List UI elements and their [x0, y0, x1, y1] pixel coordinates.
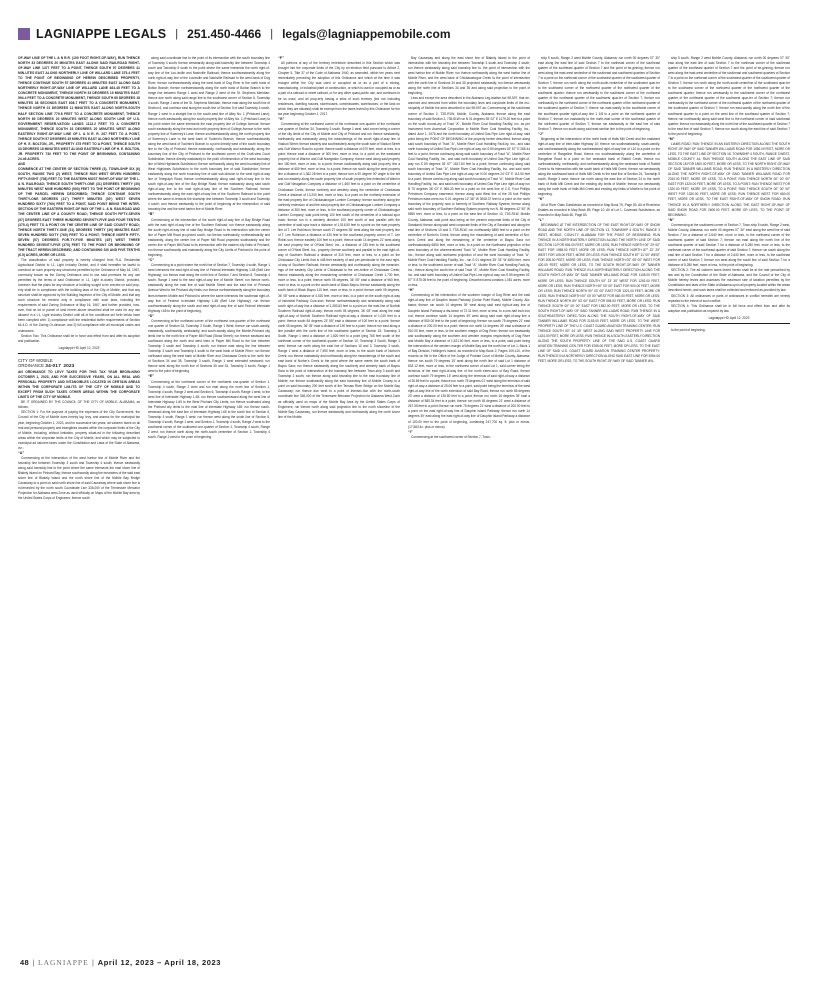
legal-description-paragraph: SECTION 4: This Ordinance shall be in full force and effect from and after its adoption and publication as required by law.: [668, 303, 790, 313]
legal-description-paragraph: The classification of said property is hereby changed from R-A, Residential Agricultural District to I-1, Light Industry District, and it shall hereafter be lawful to construct on such property any structures permitted by the Ordinance of May 16, 1967, commonly known as the Zoning Ordinance and to use said premises for any use permitted by the terms of said Ordinance in I-1, Light In-dustry District, provided, however, that the plans for any structure or building sought to be erected on said prop-erty shall be in compliance with the building laws of the City of Mobile, and that any structure shall be approved by the Building Inspector of the City of Mobile, and that any such structure be erected only in compliance with such laws, including the requirements of said Zoning Ordinance of May 16, 1967, and further provided, how-ever, that no lot or parcel of land herein above described shall be used for any use allowed in a I-1, Light Industry District until all of the conditions set forth below have been complied with: 1) compliance with the residential buffer requirements of Section 64-4.D. of the Zoning Or-dinance; and 2) full compliance with all municipal codes and ordinances.: [18, 257, 140, 333]
notice-city-line: CITY OF MOBILE: [18, 357, 53, 363]
legal-description-paragraph: Section Two: This Ordinance shall be in force and effect from and after its adoption and publication.: [18, 333, 140, 343]
page-footer: [20, 957, 221, 968]
masthead-separator-1: |: [175, 28, 179, 40]
legal-notice-columns: [18, 56, 802, 956]
legal-description-paragraph: Commencing at the intersection of the west harbor line of Mobile River and the township line between Township 3 south and Township 4 south; thence eastwardly along said township line to the point where the same intersects the east shore line of Blakely Island on Pinhard Bay; thence southwardly along the meanders of the said east shore line of Blakely Island and the north shore line of the Mobile Bay Bridge Causeway to a point on said north shore line of said Causeway where said shore line is in-tersected by the north south Coordinate Line 336,000 of the Tennessee Mercator Projection for Alabama west Zone as used officially on Maps of the Mobile Bay area by the United States Corps of Engineers; thence south: [18, 456, 140, 501]
legal-description-paragraph: BE IT ORDAINED BY THE COUNCIL OF THE CITY OF MOBILE, ALABAMA, as follows;: [18, 400, 140, 410]
section-letter-heading: “C”: [148, 258, 155, 263]
section-letter-heading: “N”: [668, 217, 675, 222]
ordinance-label: ORDINANCE: [18, 363, 46, 369]
section-letter-heading: “L”: [538, 217, 544, 222]
legal-description-paragraph: SECTION 1: For the purpose of paying the expenses of the City Government, the Council of the City of Mobile does hereby lay, levy, and assess for the municipal tax year, beginning October 1, 2023, and for successive tax years, ad valorem taxes on all real and personal property and intangibles located within the corporate limits of the City of Mobile, including, without limitation, property situat-ed in the following described areas within the corporate limits of the City of Mobile, and which may be subjected to municipal ad valorem taxes under the Constitution and Laws of the State of Alabama, viz.:: [18, 410, 140, 450]
legal-description-paragraph: Commencing at a point where the north line of Section 7, Township 4 south, Range 1 west intersects the east right-of-way line of Federal Interstate Highway 1-65 (Belt Line Highway); run thence east along the north line of Section 7 and Section 8, Township 4 south, Range 1 west to the east right-of-way line of Mobile Street; run thence north-eastwardly along the east line of said Mobile Street and the east line of Prichard Avenue West to the Prichard city limits; run thence northwestwardly along the boundary lines between Mobile and Prichard to where the same intersects the southeast right-of-way line of Federal In-terstate Highway 1-65 (Belt Line Highway); run thence southwestwardly along the south and east right-of-way line of said Federal Interstate Highway I-65 to the point of beginning.: [148, 263, 270, 313]
notice-divider-rule: [668, 323, 790, 324]
section-letter-heading: “M”: [668, 136, 675, 141]
column-2: [148, 56, 270, 956]
section-letter-heading: “G”: [278, 116, 285, 121]
legal-description-paragraph: to the point of beginning.: [671, 327, 706, 332]
section-letter-heading: “I”: [408, 429, 413, 434]
legal-description-paragraph: Commencing at the southwest corner of Section 7, Town-ship 5 south, Range 2 west, Mobile County, Alabama; run north 00 degrees 07' 30" east along the west line of said Section 7 for a distance of 2,640 feet, more or less, to the northwest corner of the southwest quarter of said Section 7; thence run east along the north line of the southwest quarter of said Section 7 for a distance of 5,280 feet, more or less, to the northeast corner of the southeast quarter of said Section 7; thence run south along the east line of said Section 7 for a distance of 2,640 feet, more or less, to the southeast corner of said Section 7; thence run west along the south line of said Section 7 for a distance of 5,280 feet, more or less, to the point of beginning.: [668, 222, 790, 268]
footer-separator-2: |: [92, 958, 95, 967]
section-letter-heading: “J”: [538, 131, 544, 136]
legal-description-paragraph: BEGINNING AT THE INTERSECTION OF THE EAST RIGHT-OF-WAY OF SNOW ROAD AND THE NORTH LINE OF SECTION 13, TOWNSHIP 4 SOUTH, RANGE 3 WEST, MOBILE, COUN-TY, ALABAMA FOR THE POINT OF BEGINNING; RUN THENCE IN A NORTHEASTERLY DIRECTION ALONG THE NORTH LINE OF SAID SECTION 13 FOR 694.00 FEET, MORE OR LESS; RUN THENCE NORTH 00° 29' 00" EAST FOR 1958.00 FEET, MORE OR LESS; RUN THENCE NORTH 87° 22' 29" WEST FOR 105.00 FEET, MORE OR LESS; RUN THENCE SOUTH 87° 11' 00" WEST FOR 208.00 FEET, MORE OR LESS; RUN THENCE NORTH 00° 08' 00" WEST FOR 420.00 FEET, MORE OR LESS, TO THE SOUTH RIGHT-OF-WAY OF TANNER WILLIAMS ROAD; RUN THENCE IN A NORTHEASTERLY DIRECTION ALONG THE SOUTH RIGHT-OF-WAY OF SAID TANNER WILLIAMS ROAD FOR 1108.00 FEET, MORE OR LESS; RUN THENCE SOUTH 00° 23' 30" WEST FOR 1292.00 FEET, MORE OR LESS; RUN THENCE NORTH 90° 00' 00" EAST FOR 900.00 FEET, MORE OR LESS; RUN THENCE NORTH 90° 00' 00" EAST FOR 1321.00 FEET, MORE OR LESS; RUN THENCE NORTH 00° 00' 00" WEST FOR 660.00 FEET, MORE OR LESS; RUN THENCE NORTH 89° 53' 00" EAST FOR 598.00 FEET, MORE OR LESS; RUN THENCE SOUTH 00° 00' 00" EAST FOR 1552.00 FEET, MORE OR LESS, TO THE SOUTH RIGHT-OF-WAY OF SAID TANNER WIL-LIAMS ROAD; RUN THENCE IN A SOUTHEASTERLY DIREC-TION ALONG THE SOUTH RIGHT-OF-WAY OF SAID TANNER WILLIAMS ROAD FOR 2153.00 FEET, MORE OR LESS, TO THE WEST PROPERTY LINE OF THE U.S. COAST GUARD AVIATION TRAINING CENTER; RUN THENCE SOUTH 00° 24' 30" WEST ALONG SAID WEST PROPERTY LINE FOR 1424.00 FEET, MORE OR LESS; RUN THENCE IN A SOUTH-EASTERLY DIRECTION ALONG THE SOUTH PROPERTY LINE OF THE SAID U.S. COAST GUARD AVIATION TRAINING CEN-TER FOR 6765.00 FEET, MORE OR LESS, TO THE EAST LINE OF SAID U.S. COAST GUARD AVIATION TRAINING CENTER PROPERTY; RUN THENCE IN A NORTHERLY DIRECTION ALONG SAID EAST LINE FOR 3954.00 FEET, MORE OR LESS, TO THE SOUTH RIGHT-OF-WAY OF SAID TANNER WIL-: [538, 223, 660, 364]
legal-description-paragraph: All of River Oaks Subdivision as recorded in Map Book 76, Page 83. All of Riverbriar Estates as recorded in Map Book 89, Page 10. All of Lot 1, Covenant Subdivision, as recorded in Map Book 60, Page 83.: [538, 202, 660, 217]
lagniappe-brand-square-icon: [18, 28, 30, 40]
notice-publication-credit: Lagniappe HD April 12, 2023: [58, 345, 100, 350]
legal-description-paragraph: Commencing at the northwest corner of the northwest one-quarter of Section 1, Township 4 south, Range 2 west and run east along the north line of Section 1, Township 4 south, Range 2 west and Section 6, Township 4 south, Range 1 west, to the west line of Interstate Highway 1-65; run thence southwestward along the west line of Interstate Highway 1-65 to the West Prichard City Limits; run thence southward along the Prichard city limits to the east line of interstate Highway I-65; run thence south-westward along the east line of interstate Highway I-65 to the south line of Section 6, Township 4 south, Range 1 west; run thence west along the south line of Section 6, Township 4 south, Range 1 west, and Section 1, Township 4 south, Range 2 west to the southwest corner of the southwest one-quarter of Section 1, Township 4 south, Range 2 west; run thence north along the north-south centerline of Section 1, Township 4 south, Range 2 west to the point of beginning.: [148, 379, 270, 440]
footer-issue-dates: April 12, 2023 – April 18, 2023: [97, 958, 222, 967]
section-letter-heading: “A”: [18, 450, 25, 455]
footer-separator-1: |: [32, 958, 35, 967]
column-4: [408, 56, 530, 956]
notice-publication-credit: Lagniappe HD April 12, 2023: [708, 315, 750, 320]
section-letter-heading: “B”: [148, 212, 155, 217]
legal-description-paragraph: SECTION 2: The ad valorem taxes levied herein shall be at the rate prescribed by law and by the Constitution of the State of Alabama, and the Council of the City of Mobile hereby levies and assesses the maximum rate of taxation permitted by the Constitution and laws of the State of Alabama upon all property located within the areas described herein, and such taxes shall be collected and enforced as provided by law.: [668, 268, 790, 293]
column-3: [278, 56, 400, 956]
legal-description-paragraph: All portions of any of the territory heretofore described in this Section which was brought into the corporate limits of the City by an election field pursuant to Article 2, Chapter 5, Title 37 of the Code of Alabama 1940, as amended, within ten years next immediately preceding the adoption of this Ordinance and which at the time it was brought within the City was used or occupied as or as a part of a mining, manufacturing, or industrial plant or construction, or which is used or occupied as or as a part of a railroad or street railroad, or for any other quasi-public use, and continues to be so used, and all prop-erty having a situs of such territory (but not including residences, dwelling houses, storehouses, commissaries, warehouses, or the land on which they are situated) shall be exempt from the taxes levied by this Ordinance for the tax year beginning October 1, 2017.: [278, 61, 400, 116]
legal-description-paragraph: Less and except the area described in the Alabama Leg-islative Act 98-597, that de-annexed and removed from within the boundary lines and corporate limits of the mu-nicipality of Mobile the area described in Act 98-597 as: Commencing at the southeast corner of Section 2, T3S-R1W, Mobile, County, Alabama; thence along the east boundary of said Section 2, 735.81W run N 01 degrees 35' 02" E 1179.20 feet to a point on the south bound-ary of Tract "A", Mobile River Coal Handling Facility, Inc. as per instrument from Ascentual Corporation to Mobile River Coal Handling Facility, Inc., dated June 1, 1976 and the north boundary of United Gas Pipe Line right-of-way, said point being the POINT OF BEGINNING of the property herein described; thence along said south boundary of Tract "A", Mobile River Coal Handling Facil-ity, Inc., and said north boundary of United Gas Pipe Line right-of-way run S 89 degrees 02' 57" E 268.44 feet to a point; thence continuing along said south boundary of Tract "A", Mobile River Coal Handling Facility, Inc., and said north boundary of United Gas Pipe Line right-of-way run S 89 degrees 35' 57" 1817.84 feet to a point; thence continuing along said south boundary of Tract "A", Mobile River Coal Handling Facility, Inc. and said north boundary of United Gas Pipe Line right-of-way run N 00 degrees 24' 03" E 113.90 feet to a point; thence continu-ing along said south boundary of Tract "A", Mobile River Coal Handling Facility, Inc. and said north boundary of United Gas Pipe Line right-of-way run N 70 degrees 36' 02" E 965.33 feet to a point on the west line of C.S. Foot Phillips Petroleum Company easement; thence along said West line of the 25 foot Phillips Petroleum ease-ment run S.01 degrees 12' 36" W 3948.37 feet to a point on the north boundary of the property now or formerly of Southern Railway System; thence along said north boundary of Southern Railway System property run N. 89 degrees 42' 50" W 8550 feet, more or less, to a point on the east line of Section 10, T3S-R1W, Mobile County, Alabama; said point also being on the present corporate limits of the City of Sarakand; thence along said west corporate limits of the City of Saraland and along the east line of Sections 10 and 3, T3S-R1W, run northwardly 6850 feet to a point on the centerline of Norton's Creek; thence along the meandering of said centerline of Nor-ton's Creek and along the meandering of the centerline of Bayou Sara run northeastwardly 6850 feet, more or less, to a point on the Northwest projection of the west boundary of the aforementioned Tract "A", Mobile River Coal Handling Facility, Inc.; thence along said northwest projection of and the west boundary of Tract "A", Mobile River Coal Handling Facility, Inc., run S 01 degrees 35' 03" W 4650 feet, more or less, to the southwest corner of said Tract "A", Mobile River Coal Handling Facil-ity, Inc.; thence along the south line of said Tract "A", Mobile River Coal Handling Facility, Inc. and said north boundary of United Gas Pipe Line right-of-way run S 89 degrees 02' 57" E 875.05 feet to the point of beginning. Described area contains 1,081 acres, more or less.: [408, 96, 530, 288]
legal-description-paragraph: Commencing at the southwest corner of Section 7, Town-: [411, 434, 491, 439]
ordinance-year: 2023: [63, 364, 75, 370]
legal-description-paragraph: Commencing at the northwest corner of the northwest one-quarter of the northwest one quarter of Section 34, Township 3 south, Range 1 west, said corner being a corner of the city limits of the City of Mobile and City of Prichard and run thence westwardly, northwardly and eastwardly along the meanderings of the south right-of-way line of Viaduct Street; thence easterly and southeasterly along the south side of Viaduct Street and Gulf Warrior Road to a point; thence south a distance of 670 feet, more or less, to a point; thence east a distance of 300 feet, more or less, to a point on the westward property line of Warrior and Gulf Navigation Company; thence west along said property line 180 feet, more or less, to a point; thence southwardly along said prop-erty line a distance of 650 feet, more or less, to a point; thence run south along the west property line a distance of 1,362.28 feet to a point; thence turn a 90 degree 00' angle to the left and run easterly along the south property line of south property line extended of Warrior and Gulf Navigation Company a distance of 1,600 feet to a point on the centerline of Chickasaw Creek; thence northerly and westerly along the centerline of Chickasaw Creek a distance of 13,200 feet, more or less, to a point on the northerly extension of the east property line of Chickasabogue Lumber Company; thence southerly along the northerly extension of and the east property line of Chickasabogue Lumber Company a distance of 350 feet, more or less, to the southeast property corner of Chickasabogue Lumber Company; said point being 100 feet south of the centerline of a railroad spur track; thence run in a westerly direction 100 feet south of and parallel with the centerline of said spur track a distance of 1,516.50 feet to a point on the east property line of T. Lee Robinson; thence south 27 degrees 36' west along the east property line of T. Lee Robinson a distance of 430 feet to the southeast property corner of T. Lee Robin-son; thence easterly 100 feet to a point; thence south 14 degrees 21' west along the east property line of O'Neal Steel, Inc., a distance of 235 feet to the southwest corner of O'Neal Steel, Inc., property; thence southerly and parallel to the east right-of-way of Southern Railroad a distance of 310 feet, more or less, to a point on the Chickasaw City Limits that is 448 feet easterly of and per-pendicular to the east right-of-way of Southern Railroad; thence westwardly and northwardly along the meander-ings of the easterly City Limits of Chickasaw to the cen-terline of Chickasaw Creek; thence eastwardly along the meandering centerline of Chickasaw Creek 1,730 feet, more or less, to a point; thence north 05 degrees, 36' 05" east a distance of 960 feet, more or less, to a point on the south bank of Black Bayou; thence eastwardly along the south bank of Black Bayou 110 feet, more or less, to a point; thence north 05 degrees, 36' 05" west a distance of 4,020 feet, more or less, to a point on the south right-of-way of industrial Parkway Cont-sion; thence northwestwardly and westwardly along said south right-of-way line a distance of 1,383.63 feet to a point on the east line of Norfolk Southern Railroad right-of-way; thence north 05 degrees, 36' 05" east along the east right-of-way of Norfolk Southern Railroad right-of-way a distance of 1,010 feet to a point; thence south 84 degrees 23' 55" east a distance of 100 feet to a point; thence north 05 degrees, 36' 05" east a distance of 190 feet to a point; thence run east along a line parallel with the north line of the southwest quarter of Section 15, Township 3 South, Range 1 west a distance of 1,820 feet to a point lying 765 feet south of the northeast corner of the southwest quarter of Section 10, Township 3 South, Range 1 west; thence run north along the east line of Sections 10 and 3, Township 3 south, Range 1 west a distance of 7,950 feet, more or less, to the south bank of Norton's Creek; run thence eastwardly and northwardly along the meanderings of the south and east bank of Norton's Creek to the point where the same meets the south bank of Bayou Sara; run thence eastwardly along the southerly and westerly bank of Bayou Sara to the point of intersection of the township line between Town-ship 3 south and Township 2 south; run thence along said township line to the east boundary line of Mobile; run thence southwardly along the east boundary line of Mobile County to a point on said boundary 200 feet south of the Tensaw River Bridge on the Mobile Bay Causeway; run thence due west to a point of intersec-tion with the north-south coordinate line 336,000 of the Tennessee Mercator Projection for Alabama West Zone as officially used on maps of the Mobile Bay Area by the United States Corps of Engineers; run thence north along said projection line to the north shoreline of the Mobile Bay Causeway; run thence westwardly and northwardly along the north shore line of the Mobile: [278, 121, 400, 419]
ordinance-notice-heading: [18, 358, 140, 370]
notice-ordinance-line: [18, 363, 140, 370]
legal-description-paragraph: along said coordinate line to the point of its intersection with the south boundary line of Township 4 south; thence westwardly along said township line between Township 4 south and Township 5 south to the point where the same intersects the north right-of-way line of the Lou-isville and Nashville Railroad; thence southwestwardly along the north right-of-way line of the Louisville and Nashville Railroad to the west bank of Dog River; thence northwestwardly along the west bank of Dog River to the north bank of Bolton Branch; thence northwestwardly along the north bank of Bolton Branch to the range line between Range 1 west and Range 2 west of the St. Stephens Meridian; thence due north along said range line to the southwest corner of Section 6, Township 4 south, Range 1 west of the St. Stephens Meridian; thence east along the south line of Section 6, and continue east along the south line of Section 5 of said Township 4 south, Range 1 west in a straight line to the south-east line of Alley No. 1 (Pritchard Lane); thence north-eastwardly along the south property line of Alley No. 1 (Pritchard Lane) to the point where the same intersects the east property line of College Avenue; thence south eastwardly along the east and north property lines of College Avenue to the north property line of Sweeney's Lane; thence southwestwardly along the north property line of Sweeney's Lane to the west bank of Toulmin's Branch; thence southeastwardly along the west bank of Toulmin's Branch to a point directly west of the south boundary line to the City of Prichard; thence eastwardly, northwardly and eastwardly, along the boundary line of the City of Prichard to the southeast corner of the Craft-view Court Subdivision; thence directly eastwardly to the point of intersection of the west boundary line of West Highlands Subdivision; thence northwardly along the west boundary line of West Highlands Subdivision to the north boundary line of said Subdivision; thence eastwardly along the north boundary line of said sub-division to the west right-of-way line of Telegraph Road; thence northwestwardly along said right-of-way line to the south right-of-way line of the Bay Bridge Road; thence eastwardly along said south right-of-way line to the east right-of-way line of the Southern Railroad; thence northwestwardly along the east right-of-way line of the Southern Railroad to the point where the same in-tersects the township line between Township 3 south and Township 4 south; and thence eastwardly to the point of beginning at the intersection of said township line and the west harbor line of Mobile River.: [148, 56, 270, 212]
masthead-title: LAGNIAPPE LEGALS: [36, 27, 167, 41]
masthead-email-link[interactable]: legals@lagniappemobile.com: [282, 27, 451, 41]
legal-description-paragraph: SECTION 3: All ordinances or parts of ordinances in conflict herewith are hereby repealed to the extent of such conflict.: [668, 293, 790, 303]
legal-description-caps: OF-WAY LINE OF THE L & N R.R. (100 FOOT RIGHT-OF-WAY), RUN THENCE NORTH 33 DEGREES 20 MINUTES EAST ALONG SAID RAILROAD RIGHT-OF-WAY LINE 1477 FEET TO A POINT, THENCE SOUTH 57 DEGREES 41 MIN-UTES EAST ALONG NORTHERLY LINE OF WILLARD LANE 375.4 FEET TO THE POINT OF BEGINNING OF HEREIN DESCRIBED PROPERTY, THENCE CONTINUE SOUTH 57 DEGREES 41 MINUTES EAST ALONG SAID NORTHERLY RIGHT-OF-WAY LINE OF WILLARD LANE 464.45 FEET TO A CONCRETE MONUMENT, THENCE NORTH 33 DEGREES 19 MINUTES EAST 594.4 FEET TO A CONCRETE MONUMENT, THENCE SOUTH 89 DEGREES 18 MINUTES 38 SECONDS EAST 608.7 FEET TO A CONCRETE MONUMENT, THENCE NORTH 01 DEGREES 11 MINUTES EAST ALONG NORTH-SOUTH HALF SECTION LINE 779.8 FEET TO A CONCRETE MONUMENT, THENCE NORTH 89 DEGREES 20 MINUTES WEST ALONG SOUTH LINE OF U.S. GOVERNMENT RESER-VATION LANDS 1113.2 FEET TO A CONCRETE MONUMENT, THENCE SOUTH 33 DEGREES 20 MINUTES WEST ALONG EASTERLY RIGHT-OF-WAY LINE OF L & N R. R. 267 FEET TO A POINT, THENCE SOUTH 57 DEGREES 45 MINUTES EAST ALONG NORTHERLY LINE OF H. E. BOLTON, JR., PROPERTY 375 FEET TO A POINT, THENCE SOUTH 33 DEGREES 18 MINUTES WEST ALONG EASTERLY LINE OF H. E. BOLTON, JR. PROPERTY 730 FEET TO THE POINT OF BEGINNING, CONTAINING 24.46 ACRES.: [18, 56, 140, 161]
section-letter-heading: “K”: [538, 197, 545, 202]
masthead: [18, 27, 451, 41]
column-6: [668, 56, 790, 956]
legal-description-caps: AND: [18, 161, 26, 166]
masthead-phone[interactable]: 251.450-4466: [187, 27, 262, 41]
section-letter-heading: “E”: [148, 374, 154, 379]
footer-publication-name: LAGNIAPPE: [37, 958, 89, 967]
footer-page-number: 48: [20, 958, 29, 967]
legal-description-paragraph: ship 5 south, Range 2 west Mobile County, Alabama; run north 00 degrees 07' 30" east along the east line of said Section 7 to the northeast corner of the southeast quarter of the southeast quarter of Section 7 and the point of be-ginning; thence run west along the east-west centerline of the southeast and southwest quarters of Section 7 to a point on the northeast corner of the southwest quarter of the southwest quarter of Section 7; thence run north along the north-south centerline of the southwest quar-ter to the southwest corner of the northwest quarter of the northwest quarter of the southwest quarter; thence run westwardly to the southwest corner of the northwest quarter of the northwest quarter of the southwest quar-ter of Section 7; thence run northwardly to the northwest corner of the northwest quarter of the northwest quarter of the southwest quarter of Section 7; thence run east-wardly along the north line of the southwest quarter to a point on the west line of the southeast quarter of Section 7; thence run northwardly along said west line to the northwest corner of said southeast quarter; thence run eastwardly along the north line of the southeast quarter of Section 7 to the east line of said Section 7; thence run south along the east line of said Section 7 to the point of beginning.: [668, 56, 790, 136]
section-letter-heading: “H”: [408, 288, 415, 293]
legal-description-paragraph: Bay Causeway and along the east shore line of Blakely Island to the point of intersection with the township line between Township 3 south and Township 4 south; run thence westwardly along said township line to. the point of intersection with the west harbor line of Mobile River; run thence northwardly along the west harbor line of Mobile River, and the west bank of Chickasabogue Creek to the point of intersection with the north line of Sections 34 and 35 projected eastwardly; run thence westwardly along the north line of Sections 34 and 35 and along said projection to the point of beginning.: [408, 56, 530, 96]
ordinance-number: 34-017: [45, 364, 61, 370]
legal-description-caps: COMMENCE AT THE CENTER OF SECTION THREE (3), TOWN-SHIP SIX (6) SOUTH, RANGE TWO (2) WEST; THENCE RUN WEST SEVEN HUNDRED FIFTY-EIGHT (758) FEET TO THE EASTERN MOST RIGHT-OF WAY OF THE L. & N. RAILROAD; THENCE SOUTH THIRTY-ONE (31) DEGREES THIRTY (30) MINUTES WEST NINE HUNDRED (900) FEET TO THE POINT OF BEGINNING OF THE PARCEL HEREIN DESCRIBED; THENCE CONTINUE SOUTH THIRTY-ONE DEGREES (31°) THIRTY MINUTES (30') WEST SEVEN HUNDRED SIXTY (760) FEET TO A POINT, SAID POINT BEING THE INTER-SECTION OF THE EASTERN RIGHT-OF WAY OF THE L. & N. RAILROAD AND THE CENTER LINE OF A COUNTY ROAD; THENCE SOUTH FIFTY-SEVEN (57) DEGREES EAST THREE HUNDRED SEVENTY-FIVE AND FOUR TENTHS (375.4) FEET TO A POINT ON THE CENTER LINE OF SAID COUNTY ROAD; THENCE NORTH THIRTY-ONE (31) DEGREES THIRTY (30) MINUTES EAST SEVEN HUNDRED SIXTY (760) FEET TO A POINT; THENCE NORTH FIFTY-SEVEN (57) DEGREES FOR-TY-FIVE MINUTES (45') WEST THREE HUNDRED SEVENTY-FIVE (375) FEET TO THE POINT OR BEGINNING OF THE TRACT HEREIN DESCRIBED, AND CONTAINING SIX AND FIVE TENTHS (6.5) ACRES, MORE OR LESS.: [18, 167, 140, 257]
legal-description-paragraph: Commencing at the intersection of the southern margin of Dog River and the east right-of-way line of Dauphin Island Parkway (Cedar Point Road), Mobile County, Ala-bama; thence run south 14 degrees 39' west along said east right-of-way line of Dauphin Island Parkway a dis-tance of 72.31 feet, more or less, to a one-half inch iron rod; thence continue south 14 degrees 39' west along said east right-of-way line a distance of 550.00 feet to the point of beginning; thence run south 75 degrees 21' east a distance of 200.00 feet to a point; thence run north 14 degrees 39' east a distance of 510.00 feet, more or less, to the southern margin of Dog River; thence run eastwardly and southwardly along the southern and western margins respectively of Dog River and Mobile Bay a distance of 1,521.00 feet, more or less, to a point; said point being the intersection of the western margin of Mobile Bay and the north line of Lot 1, Block 1 of Bay Division, Hollinger's Island, as recorded in Map Book 2, Pages 109-110, of the records on file in the Office of the Judge of Probate Court of Mobile County, Alabama; thence run south 79 degrees 15' west along the north line of said Lot 1 distance of 833.12 feet, more or less, to the northwest corner of said Lot 1, said corner being the terminus of the east right-of-way line of the north exten-sion of Bay Road; thence continue south 79 degrees 15' west along the terminus of said right-of-way a distance of 26.89 feet to a point; thence run north 75 degrees 01' west along the terminus of said right-of-way a distance of 25.06 feet to a point, said point being the terminus of the west right-of-way line of the north extension of said Bay Road; thence run north 85 degrees 23' west a distance of 135.80 feet to a point; thence run north 16 degrees 39' east a distance of 580.34 feet to a point; thence run north 45 degrees 21' west a distance of 267.55 feet to a point; thence run north 75 degrees 21' west a distance of 200.00 feet to a point on the east right-of-way line of Dauphin Island Parkway; thence run north 14 degrees 39' east along the east right-of-way line of Dauphin Island Parkway a distance of 100.00 feet to the point of beginning, containing 247,700 sq. ft. plus or minus, (17,563.4c. plus or minus).: [408, 293, 530, 429]
notice-divider-rule: [18, 353, 140, 354]
masthead-separator-2: |: [270, 28, 274, 40]
legal-description-paragraph: Commencing at the intersection of the south right-of-way line of Bay Bridge Road with the east right-of-way line of the Southern Railroad; run thence eastwardly along the south right-of-way line of said Bay Bridge Road to its intersection with the center line of Paper Mill Road pro-jected south; run thence northwardly, northeastwardly and eastwardly, along the center line of Paper Mill Road projected southwardly and the center line of Paper Mill Road to its intersection with the eastern city limits of Prichard; run thence southwardly and eastwardly along the City Limits of Prichard to the point of beginning.: [148, 217, 270, 257]
legal-description-paragraph: Beginning at the intersection of the north bank of Halls Mill Creek and the eastward right-of-way line of Inter-state Highway 10; thence run southeastwardly, south-wardly, and southeastwardly along the southeastward right-of-way line of I-10 to a point on the centerline of Rangeline Road; thence run southeastwardly along the centerline of Rangeline Road to a point on the westward bank of Rabbit Creek; thence run northeastwardly, northwardly, and northwestwardly along the westward bank of Rabbit Creek to its intersection with the south bank of Halls Mill Creek; thence run westwardly along the southward bank of Halls Mill Creek to the east line of Section 24, Township 5 south, Range 3 west; thence run north along the east line of Section 24 to the north bank of Halls Mill Creek and the existing city limits of Mobile; thence run westwardly along the north bank of Halls Mill Creek and existing city limits of Mobile to the point of beginning.: [538, 136, 660, 197]
legal-description-paragraph: ship 5 south, Range 2 west Mobile County, Alabama; run north 00 degrees 07' 30" east along the east line of said Section 7 to the northeast corner of the southeast quarter of the southeast quarter of Section 7 and the point of be-ginning; thence run west along the east-west centerline of the southeast and southwest quarters of Section 7 to a point on the northeast corner of the southwest quarter of the southwest quarter of Section 7; thence run north along the north-south centerline of the southwest quar-ter to the southwest corner of the northwest quarter of the northwest quarter of the southwest quarter; thence run westwardly to the southwest corner of the northwest quarter of the northwest quarter of the southwest quar-ter of Section 7; thence run northwardly to the northwest corner of the northwest quarter of the northwest quarter of the southwest quarter of Section 7; thence run east-wardly to the southwest corner of the southwest quarter right-of-way line 1 1/8 to a point on the northwest quarter of Section 7; thence run eastwardly to the north-east corner of the southeast quarter of the northwest quarter of Section 7; thence run eastwardly to the east line of said Section 7; thence run south along said east section line to the point of beginning.: [538, 56, 660, 131]
column-5: [538, 56, 660, 956]
section-letter-heading: “D”: [148, 313, 155, 318]
legal-description-paragraph: Commencing at the northeast corner of the northwest one-quarter of the northwest one quarter of Section 34, Township 3 South, Range 1 West; thence run south-wardly, eastwardly, southwardly, westwardly, and south-wardly along the Mobile-Prichard city limits line to the north line of Paper Mill Road (Shaw Street); run thence eastward and southward along the north and west lines of Paper Mill Road to the line between Township 3 south and Township 4 south; run thence east along the line between Township 3 south and Township 4 south to the west bank of Mobile River; run thence northward along the west bank of Mobile River and Chickasaw Creek to the north line of Sections 34 and 35, Township 3 south, Range 1 west extended westward; run thence west along the north line of Sections 35 and 34, Township 3 south, Range 1 west to the point of beginning.: [148, 318, 270, 374]
legal-description-caps: AN ORDINANCE TO LEVY TAXES FOR THIS TAX YEAR BEGIN-NING OCTOBER 1, 2023, AND FOR SUCCESSIVE YEARS, ON ALL REAL AND PERSONAL PROPERTY AND INTANGIBLES LOCATED IN CERTAIN AREAS WITHIN THE CORPORATE LIM-ITS OF THE CITY OF MOBILE AND TO EXCEPT FROM SUCH TAXES OTHER AREAS WITHIN THE CORPORATE LIMITS OF THE CITY OF MOBILE.: [18, 370, 140, 400]
section-letter-heading: “F”: [278, 56, 284, 60]
column-1: [18, 56, 140, 956]
legal-description-paragraph: LIAMS ROAD; RUN THENCE IN AN EASTERLY DIRECTION ALONG THE SOUTH RIGHT-OF-WAY OF SAID TANNER WIL-LIAMS ROAD FOR 1950.00 FEET, MORE OR LESS, TO THE EAST LINE OF SECTION 18, TOWNSHIP 4 SOUTH, RANGE 3 WEST, MOBILE COUNTY, AL; RUN THENCE SOUTH ALONG THE EAST LINE OF SAID SECTION 18 FOR 1800.00 FEET, MORE OR LESS, TO THE NORTH RIGHT-OF-WAY OF SAID TANNER WILLIAMS ROAD; RUN THENCE IN A WESTERLY DIRECTION ALONG THE NORTH RIGHT-OF-WAY OF SAID TANNER WILLIAMS ROAD FOR 2310.00 FEET, MORE OR LESS, TO A POINT; RUN THENCE NORTH 00° 00' 00" EAST FOR 1320.00 FEET, MORE OR LESS, TO A POINT; RUN THENCE WEST FOR 1320.00 FEET, MORE OR LESS, TO A POINT; RUN THENCE SOUTH 00° 00' 00" WEST FOR 1320.00 FEET, MORE OR LESS; RUN THENCE WEST FOR 660.00 FEET, MORE OR LESS, TO THE EAST RIGHT-OF-WAY OF SNOW ROAD; RUN THENCE IN A NORTHERLY DIRECTION ALONG THE EAST RIGHT-OF-WAY OF SAID SNOW ROAD FOR 2600.00 FEET, MORE OR LESS, TO THE POINT OF BEGINNING.: [668, 141, 790, 217]
